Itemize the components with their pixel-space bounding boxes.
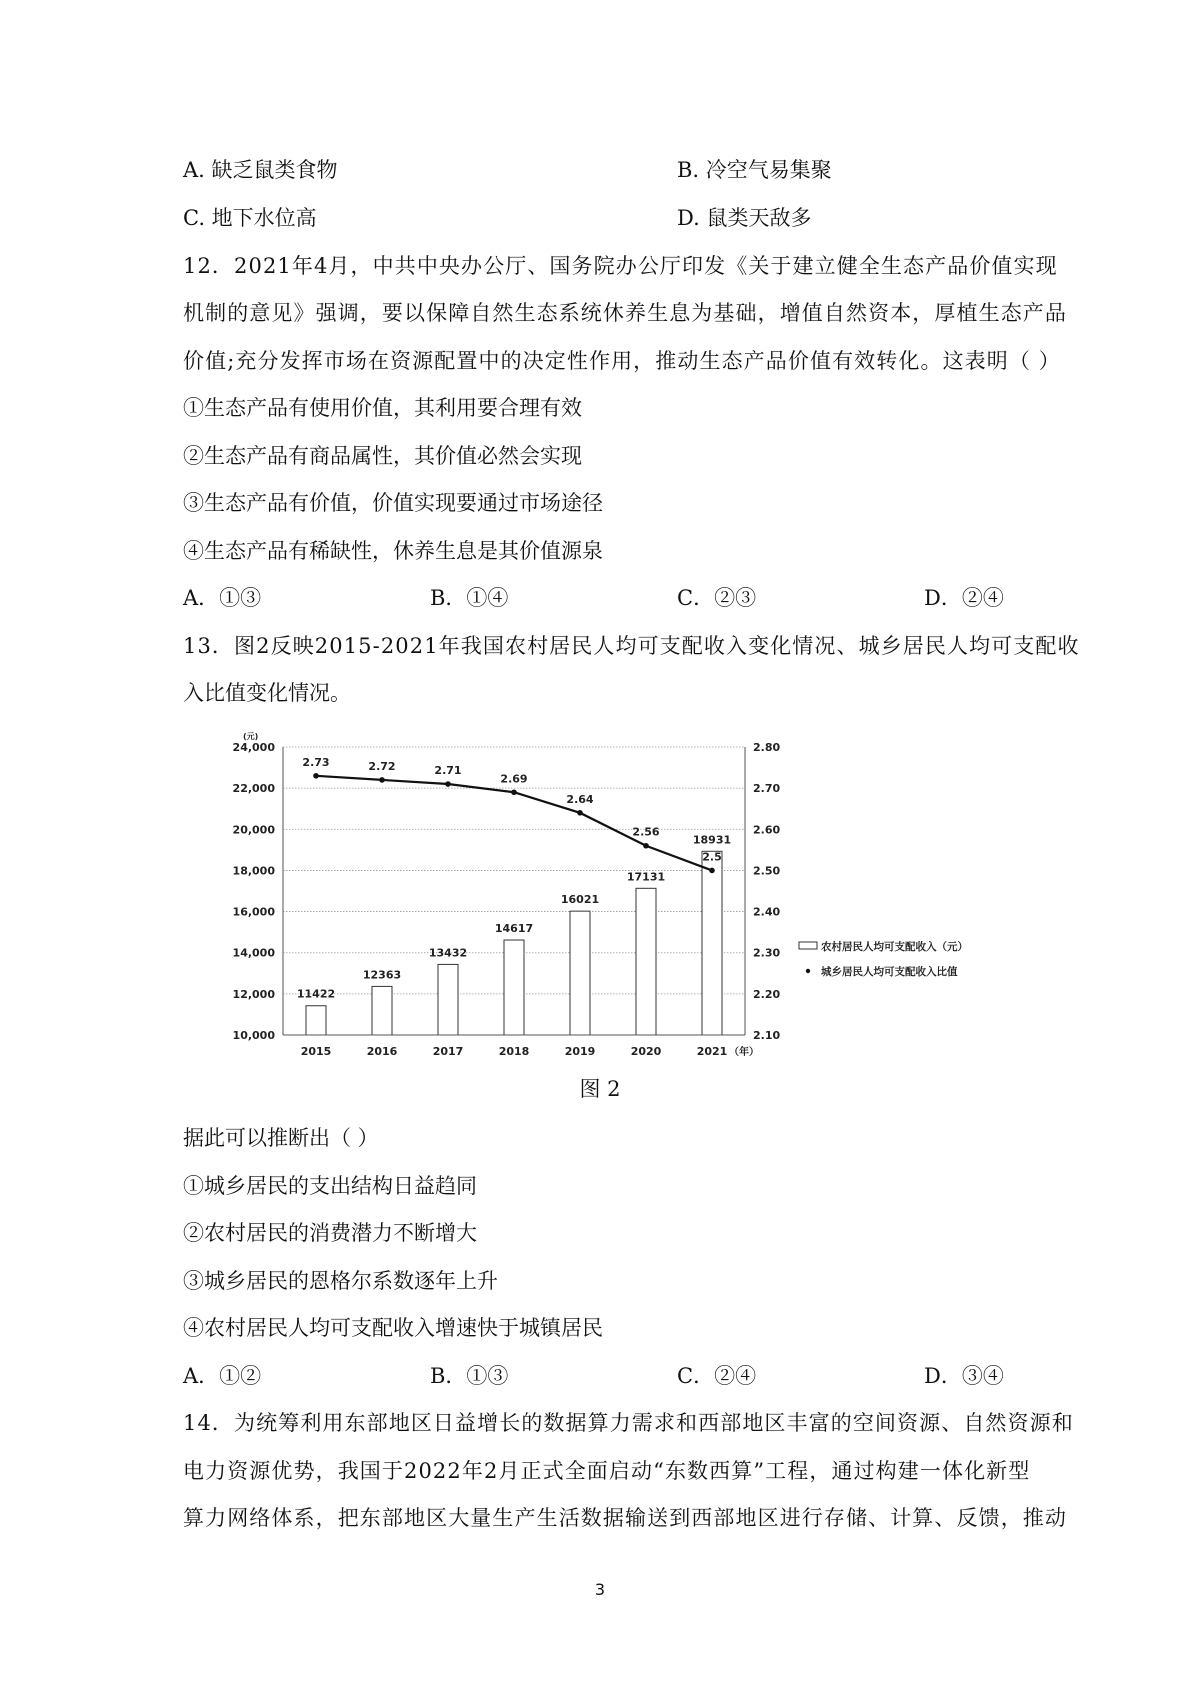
q13-option-c: C．②④ — [677, 1364, 757, 1388]
left-tick-label: 24,000 — [232, 741, 275, 754]
left-tick-label: 22,000 — [232, 782, 275, 796]
q12-stem-line-1: 12．2021年4月，中共中央办公厅、国务院办公厅印发《关于建立健全生态产品价值实现 — [183, 254, 1058, 278]
q11-option-c: C. 地下水位高 — [183, 206, 317, 230]
legend-line-label: 城乡居民人均可支配收入比值 — [821, 966, 958, 978]
x-tick-label: 2020 — [630, 1045, 662, 1058]
q13-option-a: A．①② — [183, 1364, 262, 1388]
chart-ratio-line — [302, 756, 721, 873]
q14-stem-line-3: 算力网络体系，把东部地区大量生产生活数据输送到西部地区进行存储、计算、反馈，推动 — [183, 1506, 1067, 1530]
q13-statement-1: ①城乡居民的支出结构日益趋同 — [183, 1174, 477, 1198]
ratio-point — [445, 781, 451, 787]
q13-option-d: D．③④ — [924, 1364, 1004, 1388]
ratio-point — [577, 810, 583, 816]
ratio-label: 2.72 — [368, 759, 396, 773]
ratio-label: 2.71 — [434, 764, 462, 778]
q12-stem-line-2: 机制的意见》强调，要以保障自然生态系统休养生息为基础，增值自然资本，厚植生态产品 — [183, 301, 1067, 325]
q12-option-c: C．②③ — [677, 586, 757, 610]
q11-option-d: D. 鼠类天敌多 — [677, 206, 812, 230]
income-bar-label: 18931 — [692, 833, 732, 847]
x-tick-label: 2019 — [564, 1045, 596, 1058]
left-tick-label: 20,000 — [232, 823, 275, 837]
q12-statement-2: ②生态产品有商品属性，其价值必然会实现 — [183, 444, 582, 468]
income-bar — [636, 888, 656, 1035]
ratio-point — [643, 843, 649, 849]
income-bar-label: 16021 — [560, 893, 600, 907]
ratio-point — [379, 777, 385, 783]
right-tick-label: 2.10 — [753, 1029, 781, 1042]
left-tick-label: 14,000 — [232, 946, 275, 960]
x-tick-label: 2015 — [300, 1045, 332, 1058]
chart-legend — [799, 940, 968, 978]
right-tick-label: 2.60 — [753, 823, 781, 837]
q11-option-a: A. 缺乏鼠类食物 — [183, 158, 338, 182]
right-tick-label: 2.20 — [753, 987, 781, 1001]
q11-option-b: B. 冷空气易集聚 — [677, 158, 832, 182]
q12-option-b: B．①④ — [430, 586, 509, 610]
x-tick-label: 2018 — [498, 1045, 530, 1058]
income-bar — [504, 940, 524, 1035]
income-bar-label: 12363 — [362, 968, 402, 982]
income-bar-label: 11422 — [296, 987, 336, 1001]
income-bar — [438, 964, 458, 1035]
right-tick-label: 2.30 — [753, 946, 781, 960]
q14-stem-line-2: 电力资源优势，我国于2022年2月正式全面启动“东数西算”工程，通过构建一体化新型 — [183, 1459, 1031, 1483]
page-number: 3 — [594, 1580, 606, 1599]
q13-option-b: B．①③ — [430, 1364, 509, 1388]
ratio-label: 2.69 — [500, 772, 528, 786]
income-bar — [702, 851, 722, 1035]
ratio-point — [313, 773, 319, 779]
right-tick-label: 2.50 — [753, 864, 781, 878]
ratio-label: 2.5 — [702, 850, 722, 864]
q14-stem-line-1: 14．为统筹利用东部地区日益增长的数据算力需求和西部地区丰富的空间资源、自然资源和 — [183, 1411, 1074, 1435]
q13-question: 据此可以推断出（ ） — [183, 1126, 379, 1150]
q13-stem-line-2: 入比值变化情况。 — [183, 681, 351, 705]
figure-caption: 图 2 — [579, 1077, 621, 1101]
income-bar — [372, 986, 392, 1035]
right-tick-label: 2.80 — [753, 741, 781, 754]
ratio-label: 2.56 — [632, 825, 660, 839]
left-tick-label: 18,000 — [232, 864, 275, 878]
legend-bar-label: 农村居民人均可支配收入（元） — [821, 941, 968, 953]
left-unit-label: (元) — [243, 732, 259, 741]
q12-statement-3: ③生态产品有价值，价值实现要通过市场途径 — [183, 491, 603, 515]
x-tick-label: 2021 — [696, 1045, 728, 1058]
q13-statement-3: ③城乡居民的恩格尔系数逐年上升 — [183, 1269, 498, 1293]
q13-stem-line-1: 13．图2反映2015-2021年我国农村居民人均可支配收入变化情况、城乡居民人均可支配收 — [183, 634, 1080, 658]
q12-stem-line-3: 价值;充分发挥市场在资源配置中的决定性作用，推动生态产品价值有效转化。这表明（ ） — [183, 349, 1061, 373]
q12-statement-1: ①生态产品有使用价值，其利用要合理有效 — [183, 396, 582, 420]
left-tick-label: 16,000 — [232, 905, 275, 919]
income-bar-label: 13432 — [428, 946, 468, 960]
x-tick-label: 2017 — [432, 1045, 464, 1058]
right-tick-label: 2.70 — [753, 782, 781, 796]
left-tick-label: 10,000 — [232, 1029, 275, 1042]
q12-option-d: D．②④ — [924, 586, 1004, 610]
left-tick-label: 12,000 — [232, 987, 275, 1001]
chart-bars — [297, 833, 731, 1035]
right-tick-label: 2.40 — [753, 905, 781, 919]
ratio-label: 2.64 — [566, 792, 594, 806]
ratio-point — [709, 868, 715, 874]
q12-option-a: A．①③ — [183, 586, 262, 610]
legend-line-swatch — [806, 969, 810, 973]
income-bar-label: 17131 — [626, 870, 666, 884]
ratio-label: 2.73 — [302, 755, 330, 769]
q13-statement-4: ④农村居民人均可支配收入增速快于城镇居民 — [183, 1316, 603, 1340]
legend-bar-swatch — [799, 942, 817, 949]
ratio-point — [511, 789, 517, 795]
income-chart — [225, 725, 985, 1060]
q13-statement-2: ②农村居民的消费潜力不断增大 — [183, 1221, 477, 1245]
q12-statement-4: ④生态产品有稀缺性，休养生息是其价值源泉 — [183, 539, 603, 563]
x-unit-label: （年） — [729, 1047, 759, 1058]
income-bar — [570, 911, 590, 1035]
x-tick-label: 2016 — [366, 1045, 398, 1058]
income-bar — [306, 1006, 326, 1035]
income-bar-label: 14617 — [494, 922, 534, 936]
